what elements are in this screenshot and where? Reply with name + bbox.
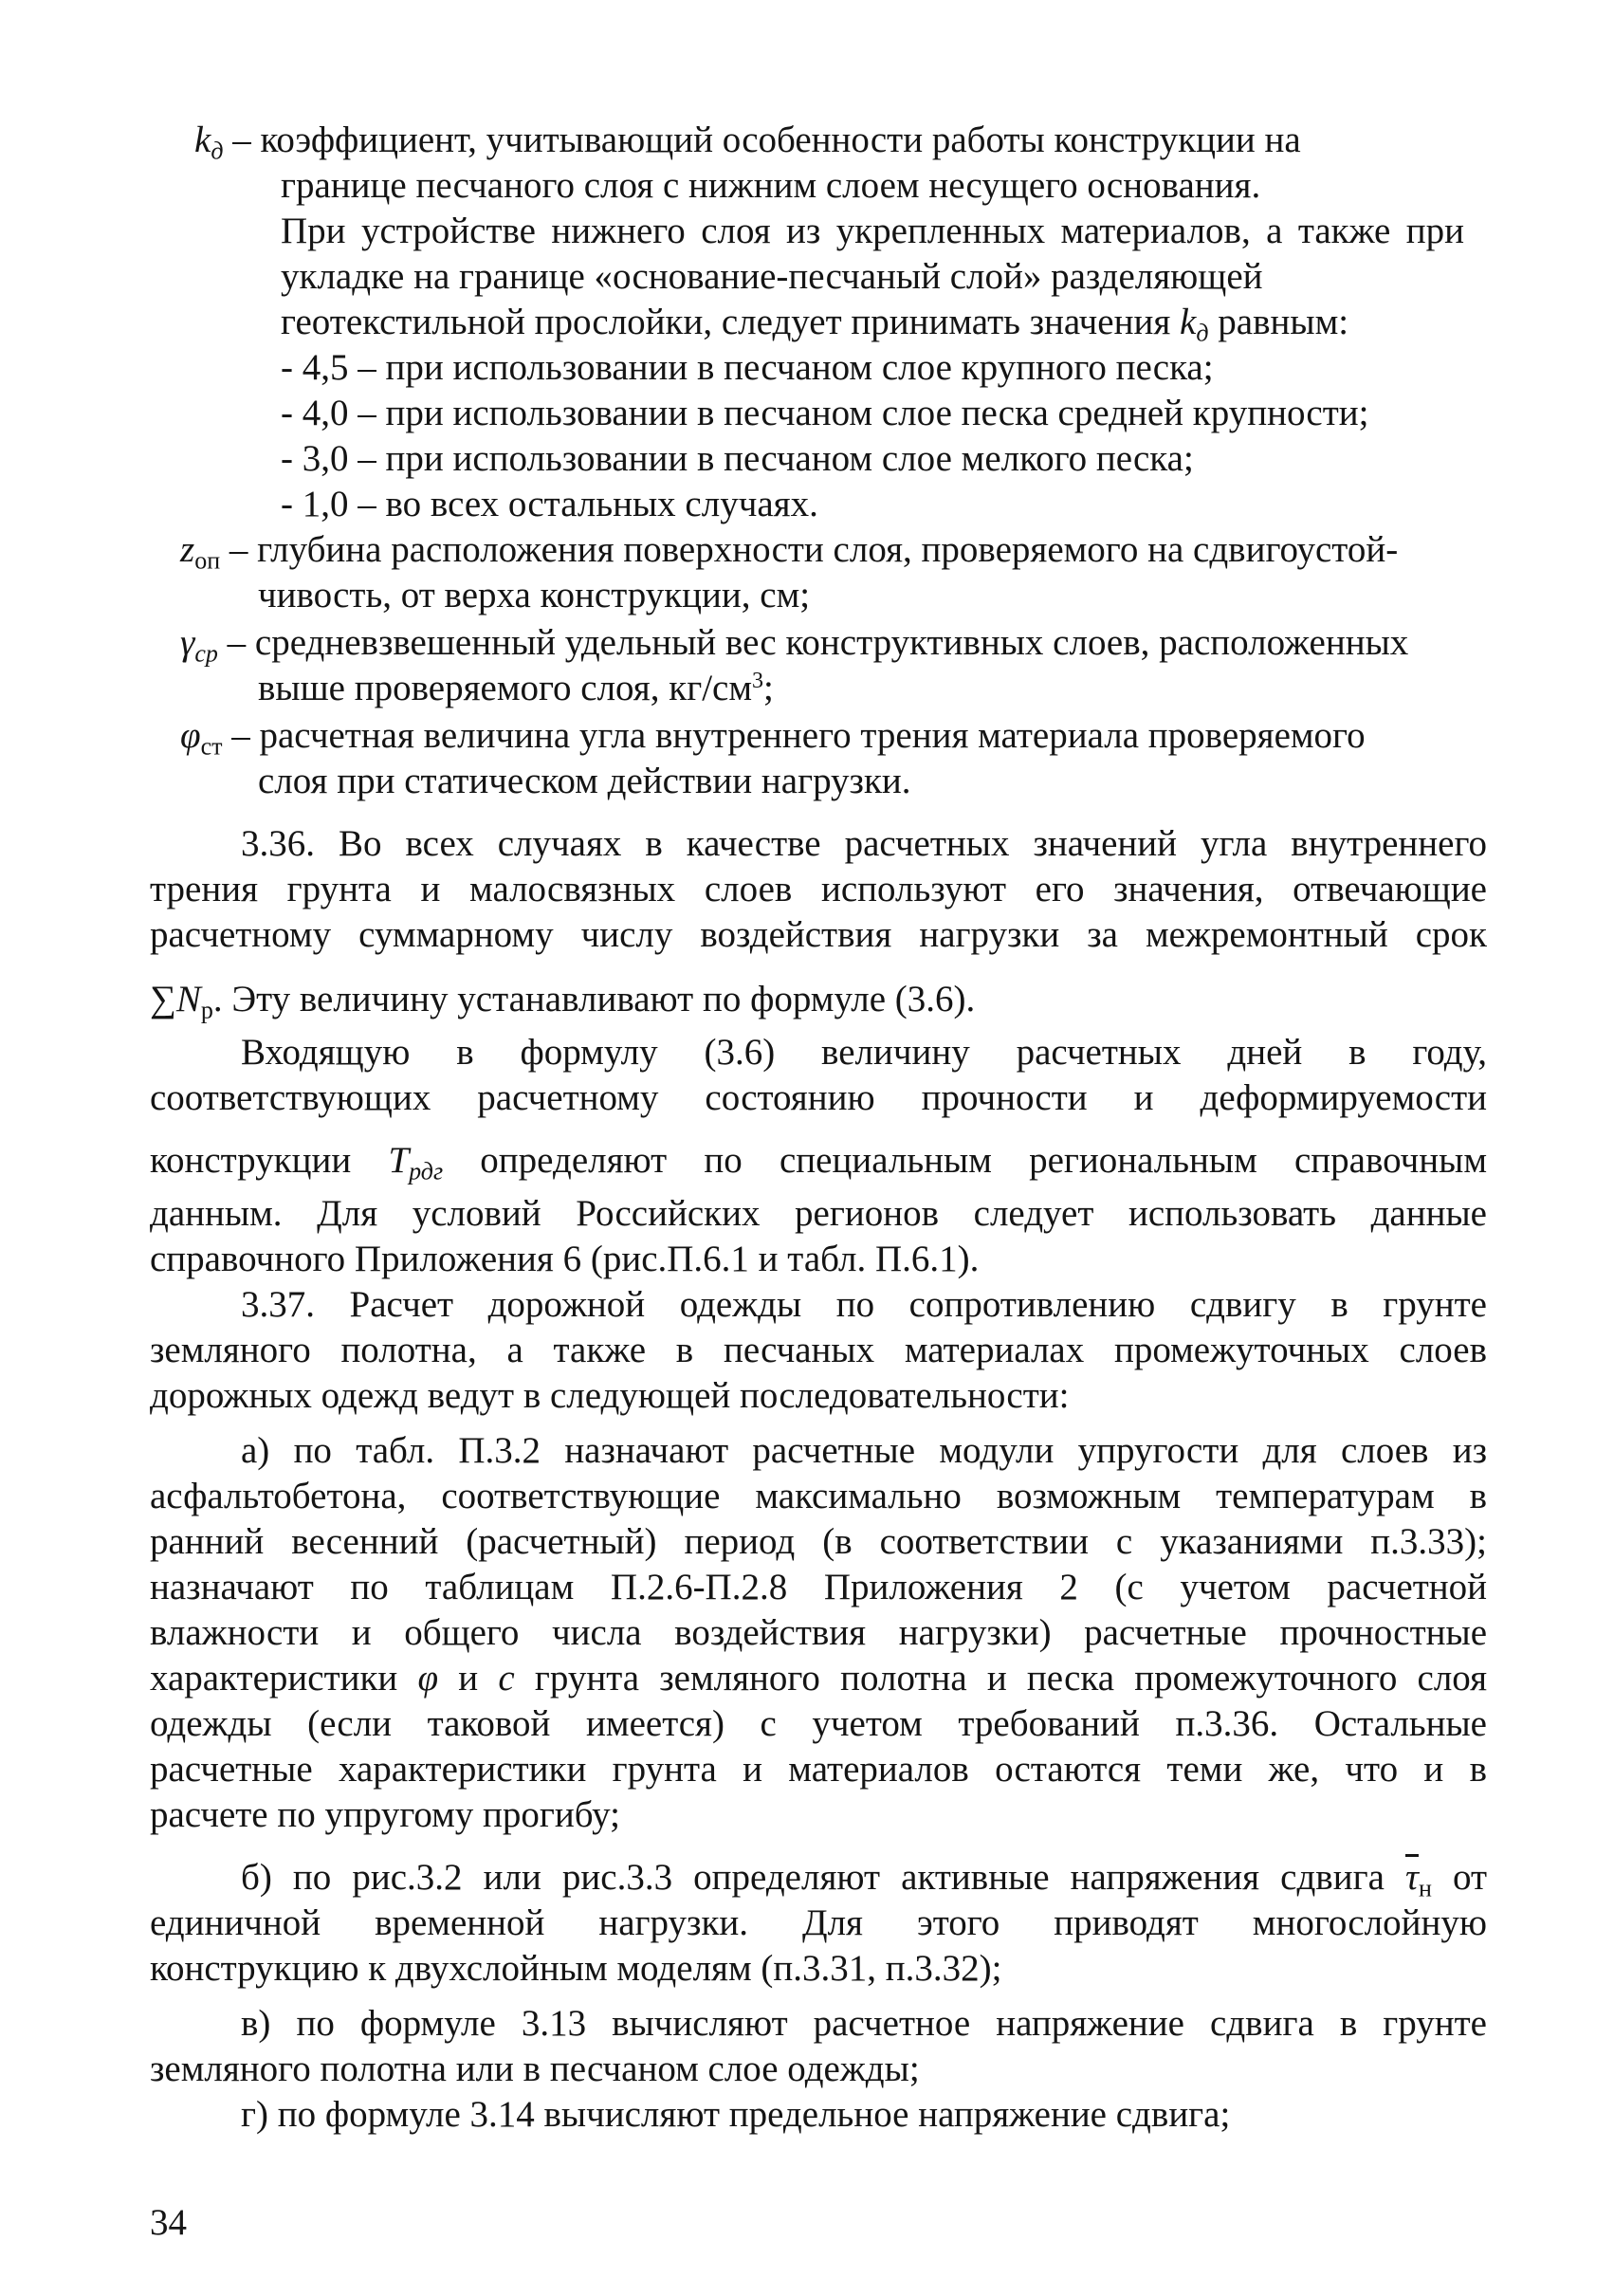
text-line <box>241 1030 1487 1075</box>
text-segment: от <box>1431 1857 1488 1898</box>
text-line <box>150 1075 1487 1121</box>
text-segment: конструкции <box>150 1140 389 1181</box>
text-line <box>150 1237 1487 1282</box>
text-line <box>281 163 1487 209</box>
text-segment: ст <box>200 732 223 761</box>
text-segment: д <box>211 137 224 165</box>
text-segment: единичной временной нагрузки. Для этого приводят многослойную <box>150 1902 1487 1943</box>
text-line <box>150 1747 1487 1792</box>
text-line <box>150 1191 1487 1237</box>
text-line <box>258 759 1487 804</box>
text-line <box>281 436 1487 482</box>
text-segment: справочного Приложения 6 (рис.П.6.1 и табл. П.6.1). <box>150 1239 980 1279</box>
text-segment: укладке на границе «основание-песчаный слой» разделяющей <box>281 256 1263 297</box>
text-segment: – коэффициент, учитывающий особенности работы конструкции на <box>223 119 1301 160</box>
text-segment: земляного полотна, а также в песчаных материалах промежуточных слоев <box>150 1330 1487 1370</box>
text-segment: и <box>438 1658 499 1699</box>
text-segment: – расчетная величина угла внутреннего трения материала проверяемого <box>222 715 1366 756</box>
text-segment: слоя при статическом действии нагрузки. <box>258 761 911 801</box>
text-line <box>150 1519 1487 1565</box>
text-segment: г) по формуле 3.14 вычисляют предельное напряжение сдвига; <box>241 2094 1231 2135</box>
text-segment: – средневзвешенный удельный вес конструктивных слоев, расположенных <box>217 622 1409 663</box>
text-line <box>150 1946 1487 1992</box>
text-segment: оп <box>194 546 221 575</box>
text-line <box>150 1701 1487 1747</box>
text-segment: рдг <box>409 1157 444 1185</box>
text-line <box>281 300 1487 345</box>
text-segment: φ <box>417 1658 439 1699</box>
text-line <box>258 573 1487 618</box>
text-segment: с <box>498 1658 515 1699</box>
text-line <box>241 2001 1487 2047</box>
text-line <box>281 345 1487 391</box>
text-segment: границе песчаного слоя с нижним слоем несущего основания. <box>281 165 1261 206</box>
text-segment: а) по табл. П.3.2 назначают расчетные модули упругости для слоев из <box>241 1430 1487 1471</box>
text-line <box>150 1792 1487 1838</box>
text-line <box>194 118 1487 163</box>
text-segment: одежды (если таковой имеется) с учетом требований п.3.36. Остальные <box>150 1703 1487 1744</box>
text-segment: равным: <box>1208 302 1349 342</box>
text-segment: k <box>1180 302 1197 342</box>
text-segment: данным. Для условий Российских регионов следует использовать данные <box>150 1193 1487 1234</box>
text-segment: геотекстильной прослойки, следует принимать значения <box>281 302 1181 342</box>
text-segment: б) по рис.3.2 или рис.3.3 определяют активные напряжения сдвига <box>241 1857 1405 1898</box>
text-segment: ранний весенний (расчетный) период (в соответствии с указаниями п.3.33); <box>150 1521 1487 1562</box>
text-line <box>150 1474 1487 1519</box>
text-segment: N <box>175 979 201 1019</box>
text-segment: k <box>194 119 211 160</box>
text-line <box>150 1610 1487 1656</box>
text-segment: назначают по таблицам П.2.6-П.2.8 Приложения 2 (с учетом расчетной <box>150 1567 1487 1607</box>
text-line <box>150 977 1487 1022</box>
text-segment: соответствующих расчетному состоянию прочности и деформируемости <box>150 1077 1487 1118</box>
text-segment: дорожных одежд ведут в следующей последовательности: <box>150 1375 1070 1416</box>
text-line <box>150 1328 1487 1373</box>
text-segment: 3.36. Во всех случаях в качестве расчетных значений угла внутреннего <box>241 823 1487 864</box>
text-segment: T <box>388 1140 410 1181</box>
text-line <box>241 1855 1487 1901</box>
text-segment: р <box>200 996 213 1024</box>
text-segment: При устройстве нижнего слоя из укрепленных материалов, а также при <box>281 211 1464 251</box>
text-segment: ср <box>194 639 218 668</box>
text-line <box>150 2047 1487 2092</box>
text-segment: - 4,0 – при использовании в песчаном слое песка средней крупности; <box>281 393 1369 433</box>
text-segment: расчете по упругому прогибу; <box>150 1794 620 1835</box>
text-line <box>241 1428 1487 1474</box>
text-line <box>281 482 1487 527</box>
text-line <box>281 209 1464 254</box>
text-line <box>150 867 1487 912</box>
text-segment: расчетные характеристики грунта и материалов остаются теми же, что и в <box>150 1749 1487 1790</box>
text-segment: влажности и общего числа воздействия нагрузки) расчетные прочностные <box>150 1612 1487 1653</box>
text-segment: трения грунта и малосвязных слоев используют его значения, отвечающие <box>150 869 1487 909</box>
text-segment: грунта земляного полотна и песка промежуточного слоя <box>514 1658 1488 1699</box>
text-line <box>150 1373 1487 1419</box>
text-segment: асфальтобетона, соответствующие максимально возможным температурам в <box>150 1476 1487 1516</box>
text-segment: $\overline{\tau}$ <box>1405 1857 1419 1898</box>
text-segment: выше проверяемого слоя, кг/см <box>258 668 753 708</box>
text-line <box>150 1656 1487 1701</box>
text-segment: определяют по специальным региональным справочным <box>443 1140 1487 1181</box>
text-segment: расчетному суммарному числу воздействия нагрузки за межремонтный срок <box>150 914 1487 955</box>
text-segment: - 1,0 – во всех остальных случаях. <box>281 484 818 524</box>
text-line <box>150 1565 1487 1610</box>
text-line <box>258 666 1487 711</box>
text-segment: 3.37. Расчет дорожной одежды по сопротивлению сдвигу в грунте <box>241 1284 1487 1325</box>
text-segment: конструкцию к двухслойным моделям (п.3.31, п.3.32); <box>150 1948 1002 1989</box>
page-number: 34 <box>150 2202 187 2243</box>
text-segment: характеристики <box>150 1658 418 1699</box>
text-segment: φ <box>180 715 201 756</box>
text-segment: земляного полотна или в песчаном слое одежды; <box>150 2048 920 2089</box>
text-segment: - 4,5 – при использовании в песчаном слое крупного песка; <box>281 347 1214 388</box>
text-segment: 3 <box>752 668 764 693</box>
text-segment: ∑ <box>150 979 176 1019</box>
text-line <box>281 391 1487 436</box>
text-line <box>180 620 1487 666</box>
text-line <box>180 527 1487 573</box>
text-line <box>241 821 1487 867</box>
text-segment: чивость, от верха конструкции, см; <box>258 575 811 615</box>
text-segment: z <box>180 529 195 570</box>
text-line <box>241 2092 1487 2138</box>
text-segment: Входящую в формулу (3.6) величину расчетных дней в году, <box>241 1032 1487 1073</box>
text-segment: . Эту величину устанавливают по формуле (3.6). <box>212 979 976 1019</box>
text-line <box>281 254 1487 300</box>
text-line <box>150 1138 1487 1184</box>
text-segment: - 3,0 – при использовании в песчаном слое мелкого песка; <box>281 438 1194 479</box>
text-line <box>150 912 1487 958</box>
text-line <box>241 1282 1487 1328</box>
text-segment: д <box>1196 319 1209 347</box>
text-segment: ; <box>763 668 774 708</box>
text-line <box>180 713 1487 759</box>
text-segment: γ <box>180 622 195 663</box>
text-segment: н <box>1418 1874 1432 1902</box>
text-segment: – глубина расположения поверхности слоя, проверяемого на сдвигоустой- <box>220 529 1399 570</box>
text-line <box>150 1901 1487 1946</box>
text-segment: в) по формуле 3.13 вычисляют расчетное напряжение сдвига в грунте <box>241 2003 1487 2044</box>
